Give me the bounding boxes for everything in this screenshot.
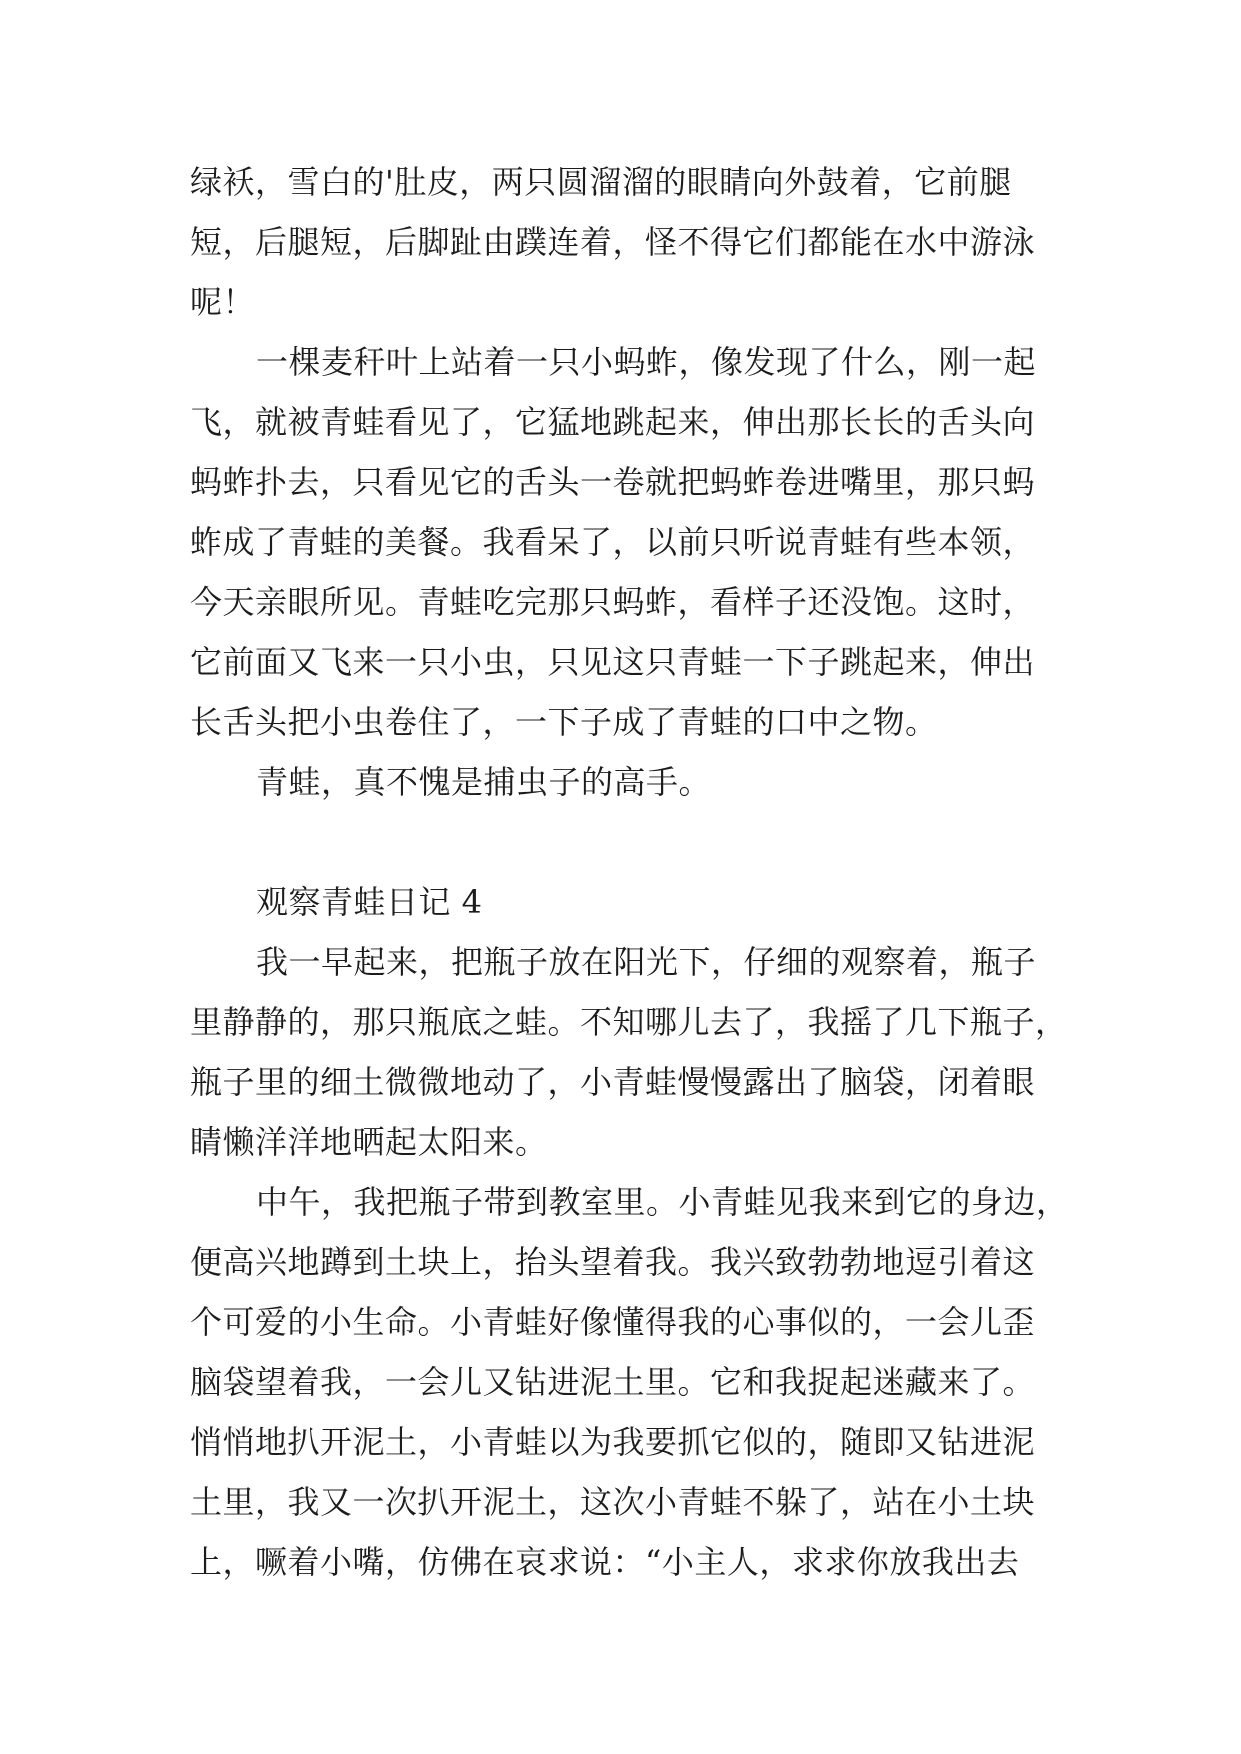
text-line: 睛懒洋洋地晒起太阳来。 (190, 1123, 548, 1161)
text-line: 便高兴地蹲到土块上，抬头望着我。我兴致勃勃地逗引着这 (190, 1243, 1036, 1281)
text-line: 一棵麦秆叶上站着一只小蚂蚱，像发现了什么，刚一起 (256, 343, 1037, 381)
text-line: 上，噘着小嘴，仿佛在哀求说：“小主人，求求你放我出去 (190, 1543, 1020, 1581)
text-line: 个可爱的小生命。小青蛙好像懂得我的心事似的，一会儿歪 (190, 1303, 1036, 1341)
text-line: 绿袄，雪白的'肚皮，两只圆溜溜的眼睛向外鼓着，它前腿 (190, 163, 1012, 201)
text-line: 蚂蚱扑去，只看见它的舌头一卷就把蚂蚱卷进嘴里，那只蚂 (190, 463, 1036, 501)
text-line: 短，后腿短，后脚趾由蹼连着，怪不得它们都能在水中游泳 (190, 223, 1036, 261)
text-line: 飞，就被青蛙看见了，它猛地跳起来，伸出那长长的舌头向 (190, 403, 1036, 441)
section-heading: 观察青蛙日记 4 (256, 883, 483, 921)
text-line: 长舌头把小虫卷住了，一下子成了青蛙的口中之物。 (190, 703, 938, 741)
text-line: 蚱成了青蛙的美餐。我看呆了，以前只听说青蛙有些本领， (190, 523, 1036, 561)
text-line: 土里，我又一次扒开泥土，这次小青蛙不躲了，站在小土块 (190, 1483, 1036, 1521)
text-line: 悄悄地扒开泥土，小青蛙以为我要抓它似的，随即又钻进泥 (190, 1423, 1036, 1461)
text-line: 今天亲眼所见。青蛙吃完那只蚂蚱，看样子还没饱。这时， (190, 583, 1036, 621)
text-line: 中午，我把瓶子带到教室里。小青蛙见我来到它的身边， (256, 1183, 1069, 1221)
text-line: 脑袋望着我，一会儿又钻进泥土里。它和我捉起迷藏来了。 (190, 1363, 1036, 1401)
text-line: 里静静的，那只瓶底之蛙。不知哪儿去了，我摇了几下瓶子， (190, 1003, 1068, 1041)
text-line: 我一早起来，把瓶子放在阳光下，仔细的观察着，瓶子 (256, 943, 1037, 981)
text-line: 呢！ (190, 283, 256, 321)
text-line: 青蛙，真不愧是捕虫子的高手。 (256, 763, 712, 801)
text-line: 瓶子里的细土微微地动了，小青蛙慢慢露出了脑袋，闭着眼 (190, 1063, 1036, 1101)
text-line: 它前面又飞来一只小虫，只见这只青蛙一下子跳起来，伸出 (190, 643, 1036, 681)
